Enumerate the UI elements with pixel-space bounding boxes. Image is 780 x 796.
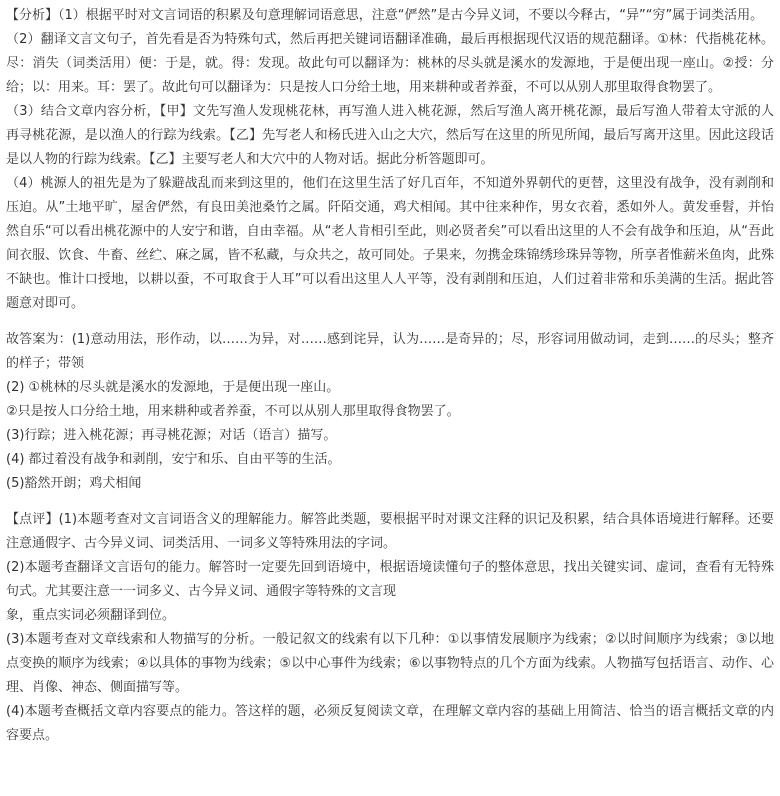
analysis-paragraph-2: （2）翻译文言文句子，首先看是否为特殊句式，然后再把关键词语翻译准确，最后再根据现代汉语的规范翻译。①林：代指桃花林。尽：消失（词类活用）便：于是，就。得：发现。故此句可以翻译为：桃林的尽头就是溪水的发源地，于是便出现一座山。②授：分给；以：用来。耳：罢了。故此句可以翻译为：只是按人口分给土地，用来耕种或者养蚕，不可以从别人那里取得食物罢了。: [6, 32, 774, 95]
analysis-paragraph-3: （3）结合文章内容分析，【甲】文先写渔人发现桃花林，再写渔人进入桃花源，然后写渔人离开桃花源，最后写渔人带着太守派的人再寻桃花源，是以渔人的行踪为线索。【乙】先写老人和杨氏进入山之大穴，然后写在这里的所见所闻，最后写离开这里。因此这段话是以人物的行踪为线索。【乙】主要写老人和大穴中的人物对话。据此分析答题即可。: [6, 104, 774, 167]
comment-paragraph-4: (3)本题考查对文章线索和人物描写的分析。一般记叙文的线索有以下几种：①以事情发展顺序为线索；②以时间顺序为线索；③以地点变换的顺序为线索；④以具体的事物为线索；⑤以中心事件为线索；⑥以事物特点的几个方面为线索。人物描写包括语言、动作、心理、肖像、神态、侧面描写等。: [6, 632, 774, 695]
answer-section: [6, 328, 774, 496]
comment-paragraph-3: 象，重点实词必须翻译到位。: [6, 608, 176, 623]
comment-paragraph-5: (4)本题考查概括文章内容要点的能力。答这样的题，必须反复阅读文章，在理解文章内容的基础上用简洁、恰当的语言概括文章的内容要点。: [6, 704, 774, 743]
comment-section: [6, 508, 774, 748]
section-spacer: [6, 496, 774, 508]
answer-line-1: 故答案为：(1)意动用法，形作动，以……为异，对……感到诧异，认为……是奇异的；尽，形容词用做动词，走到……的尽头；整齐的样子；带领: [6, 332, 774, 371]
answer-line-3: ②只是按人口分给土地，用来耕种或者养蚕，不可以从别人那里取得食物罢了。: [6, 404, 460, 419]
analysis-paragraph-1: 【分析】（1）根据平时对文言词语的积累及句意理解词语意思，注意“俨然”是古今异义词，不要以今释古，“异”“穷”属于词类活用。: [6, 8, 764, 23]
comment-paragraph-1: 【点评】(1)本题考查对文言词语含义的理解能力。解答此类题，要根据平时对课文注释的识记及积累，结合具体语境进行解释。还要注意通假字、古今异义词、词类活用、一词多义等特殊用法的字词。: [6, 512, 774, 551]
answer-line-6: (5)豁然开朗；鸡犬相闻: [6, 476, 142, 491]
answer-line-4: (3)行踪；进入桃花源；再寻桃花源；对话（语言）描写。: [6, 428, 337, 443]
answer-line-2: (2) ①桃林的尽头就是溪水的发源地，于是便出现一座山。: [6, 380, 340, 395]
comment-paragraph-2: (2)本题考查翻译文言语句的能力。解答时一定要先回到语境中，根据语境读懂句子的整体意思，找出关键实词、虚词，查看有无特殊句式。尤其要注意一一词多义、古今异义词、通假字等特殊的文言现: [6, 560, 774, 599]
analysis-section: [6, 4, 774, 316]
answer-line-5: (4) 都过着没有战争和剥削，安宁和乐、自由平等的生活。: [6, 452, 341, 467]
analysis-paragraph-4: （4）桃源人的祖先是为了躲避战乱而来到这里的，他们在这里生活了好几百年，不知道外界朝代的更替，这里没有战争，没有剥削和压迫。从”土地平旷，屋舍俨然，有良田美池桑竹之属。阡陌交通，鸡犬相闻。其中往来种作，男女衣着，悉如外人。黄发垂髫，并怡然自乐“可以看出桃花源中的人安宁和谐，自由幸福。从“老人肯相引至此，则必贤者矣”可以看出这里的人不会有战争和压迫，从“吾此间衣服、饮食、牛畜、丝纻、麻之属，皆不私藏，与众共之，故可同处。子果来，勿携金珠锦绣珍珠异等物，所享者惟薪米鱼肉，此殊不缺也。惟计口授地，以耕以蚕，不可取食于人耳”可以看出这里人人平等，没有剥削和压迫，人们过着非常和乐美满的生活。据此答题意对即可。: [6, 176, 774, 311]
section-spacer: [6, 316, 774, 328]
